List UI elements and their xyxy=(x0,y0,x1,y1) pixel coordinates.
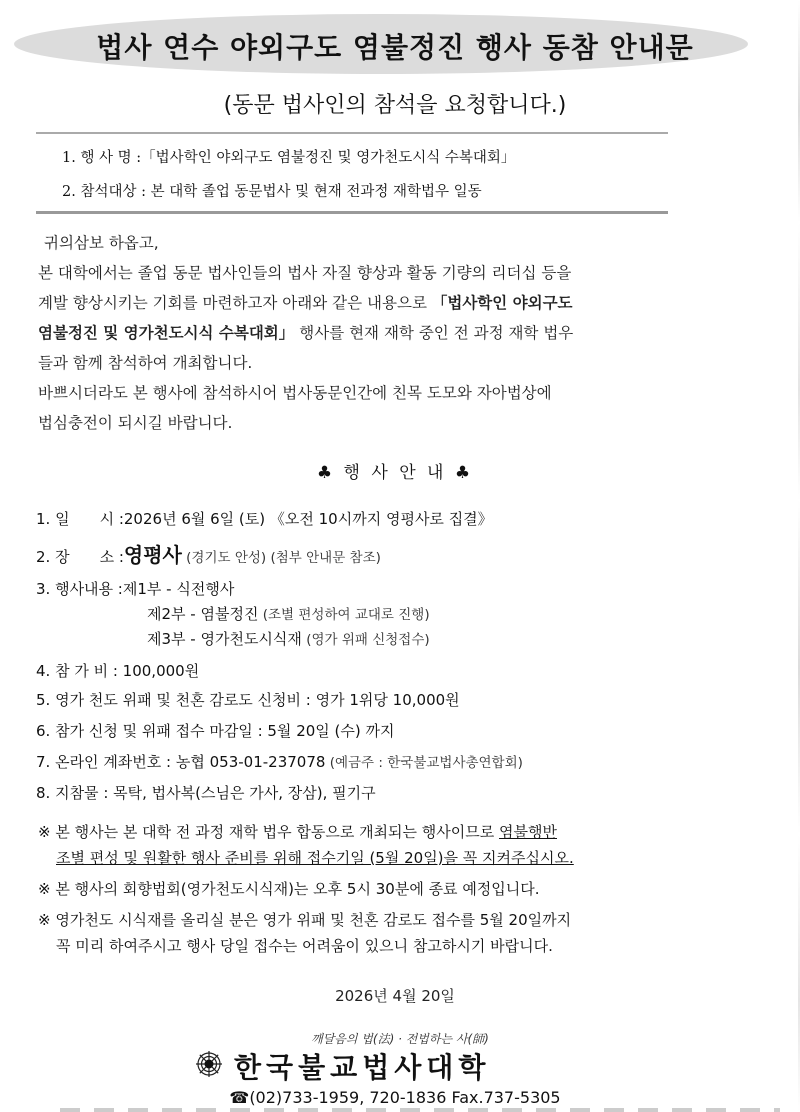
note-1 xyxy=(38,821,557,842)
detail-deadline: 6. 참가 신청 및 위패 접수 마감일 : 5월 20일 (수) 까지 xyxy=(36,722,395,740)
event-name-line: 1. 행 사 명 :「법사학인 야외구도 염불정진 및 영가천도시식 수복대회」 xyxy=(62,150,516,166)
place-label: 2. 장 소 : xyxy=(36,548,124,566)
date-value: 2026년 6월 6일 (토) 《오전 10시까지 영평사로 집결》 xyxy=(123,510,493,528)
account-holder: (예금주 : 한국불교법사총연합회) xyxy=(325,755,523,771)
phone-numbers: (02)733-1959, 720-1836 Fax.737-5305 xyxy=(249,1088,561,1107)
program-row-2 xyxy=(147,603,430,624)
account-number: 7. 온라인 계좌번호 : 농협 053-01-237078 xyxy=(36,753,326,771)
organization-name: 한국불교법사대학 xyxy=(234,1051,491,1084)
place-name: 영평사 xyxy=(123,543,182,567)
intro-line-4: 들과 함께 참석하여 개최합니다. xyxy=(38,354,253,372)
detail-program xyxy=(36,578,234,599)
document-title: 법사 연수 야외구도 염불정진 행사 동참 안내문 xyxy=(96,31,694,64)
program-part-2: 제2부 - 염불정진 xyxy=(147,605,259,623)
program-note-3: (영가 위패 신청접수) xyxy=(301,632,430,648)
event-title-emphasis: 「법사학인 야외구도 xyxy=(431,294,573,312)
intro-line-3 xyxy=(38,318,573,348)
intro-line-1: 본 대학에서는 졸업 동문 법사인들의 법사 자질 향상과 활동 기량의 리더십 등을 xyxy=(38,264,572,282)
detail-account xyxy=(36,751,523,772)
detail-date xyxy=(36,508,493,529)
event-title-emphasis-cont: 염불정진 및 영가천도시식 수복대회」 xyxy=(38,324,295,342)
program-row-3 xyxy=(147,628,430,649)
dharma-wheel-icon xyxy=(195,1050,223,1078)
motto: 깨달음의 법(法) · 전법하는 사(師) xyxy=(311,1032,489,1046)
detail-place xyxy=(36,539,381,568)
note-1-text: ※ 본 행사는 본 대학 전 과정 재학 법우 합동으로 개최되는 행사이므로 xyxy=(38,823,500,841)
program-note-2: (조별 편성하여 교대로 진행) xyxy=(258,607,430,623)
intro-line-3-text: 행사를 현재 재학 중인 전 과정 재학 법우 xyxy=(294,324,574,342)
phone-icon: ☎ xyxy=(229,1088,250,1107)
detail-memorial-fee: 5. 영가 천도 위패 및 천혼 감로도 신청비 : 영가 1위당 10,000원 xyxy=(36,691,460,709)
note-2: ※ 본 행사의 회향법회(영가천도시식재)는 오후 5시 30분에 종료 예정입니다. xyxy=(38,880,540,898)
cropped-next-line xyxy=(60,1108,780,1112)
note-1-cont xyxy=(56,847,574,868)
divider-bottom xyxy=(36,211,668,214)
divider-top xyxy=(36,132,668,134)
date-label: 1. 일 시 : xyxy=(36,510,124,528)
detail-fee: 4. 참 가 비 : 100,000원 xyxy=(36,662,200,680)
note-3-line-1: ※ 영가천도 시식재를 올리실 분은 영가 위패 및 천혼 감로도 접수를 5월 20일까지 xyxy=(38,911,572,929)
issue-date: 2026년 4월 20일 xyxy=(335,987,455,1005)
intro-line-6: 법심충전이 되시길 바랍니다. xyxy=(38,414,233,432)
intro-line-2 xyxy=(38,288,573,318)
intro-line-5: 바쁘시더라도 본 행사에 참석하시어 법사동문인간에 친목 도모와 자아법상에 xyxy=(38,384,552,402)
event-info-heading: ♣ 행 사 안 내 ♣ xyxy=(316,463,474,483)
detail-items-to-bring: 8. 지참물 : 목탁, 법사복(스님은 가사, 장삼), 필기구 xyxy=(36,784,376,802)
intro-line-2-text: 계발 향상시키는 기회를 마련하고자 아래와 같은 내용으로 xyxy=(38,294,432,312)
document-subtitle: (동문 법사인의 참석을 요청합니다.) xyxy=(223,93,567,118)
greeting: 귀의삼보 하옵고, xyxy=(44,234,159,252)
place-note: (첨부 안내문 참조) xyxy=(266,550,381,566)
intro-paragraph xyxy=(38,228,573,438)
attendees-line: 2. 참석대상 : 본 대학 졸업 동문법사 및 현재 전과정 재학법우 일동 xyxy=(62,184,482,200)
program-part-3: 제3부 - 영가천도시식재 xyxy=(147,630,302,648)
note-1-underline-b: 조별 편성 및 원활한 행사 준비를 위해 접수기일 (5월 20일)을 꼭 지켜주십시오. xyxy=(56,849,574,867)
program-label: 3. 행사내용 : xyxy=(36,580,123,598)
program-part-1: 제1부 - 식전행사 xyxy=(122,580,235,598)
note-1-underline-a: 염불행반 xyxy=(499,823,557,841)
place-region: (경기도 안성) xyxy=(181,550,267,566)
contact-info xyxy=(0,1088,790,1107)
note-3-line-2: 꼭 미리 하여주시고 행사 당일 접수는 어려움이 있으니 참고하시기 바랍니다. xyxy=(56,937,553,955)
